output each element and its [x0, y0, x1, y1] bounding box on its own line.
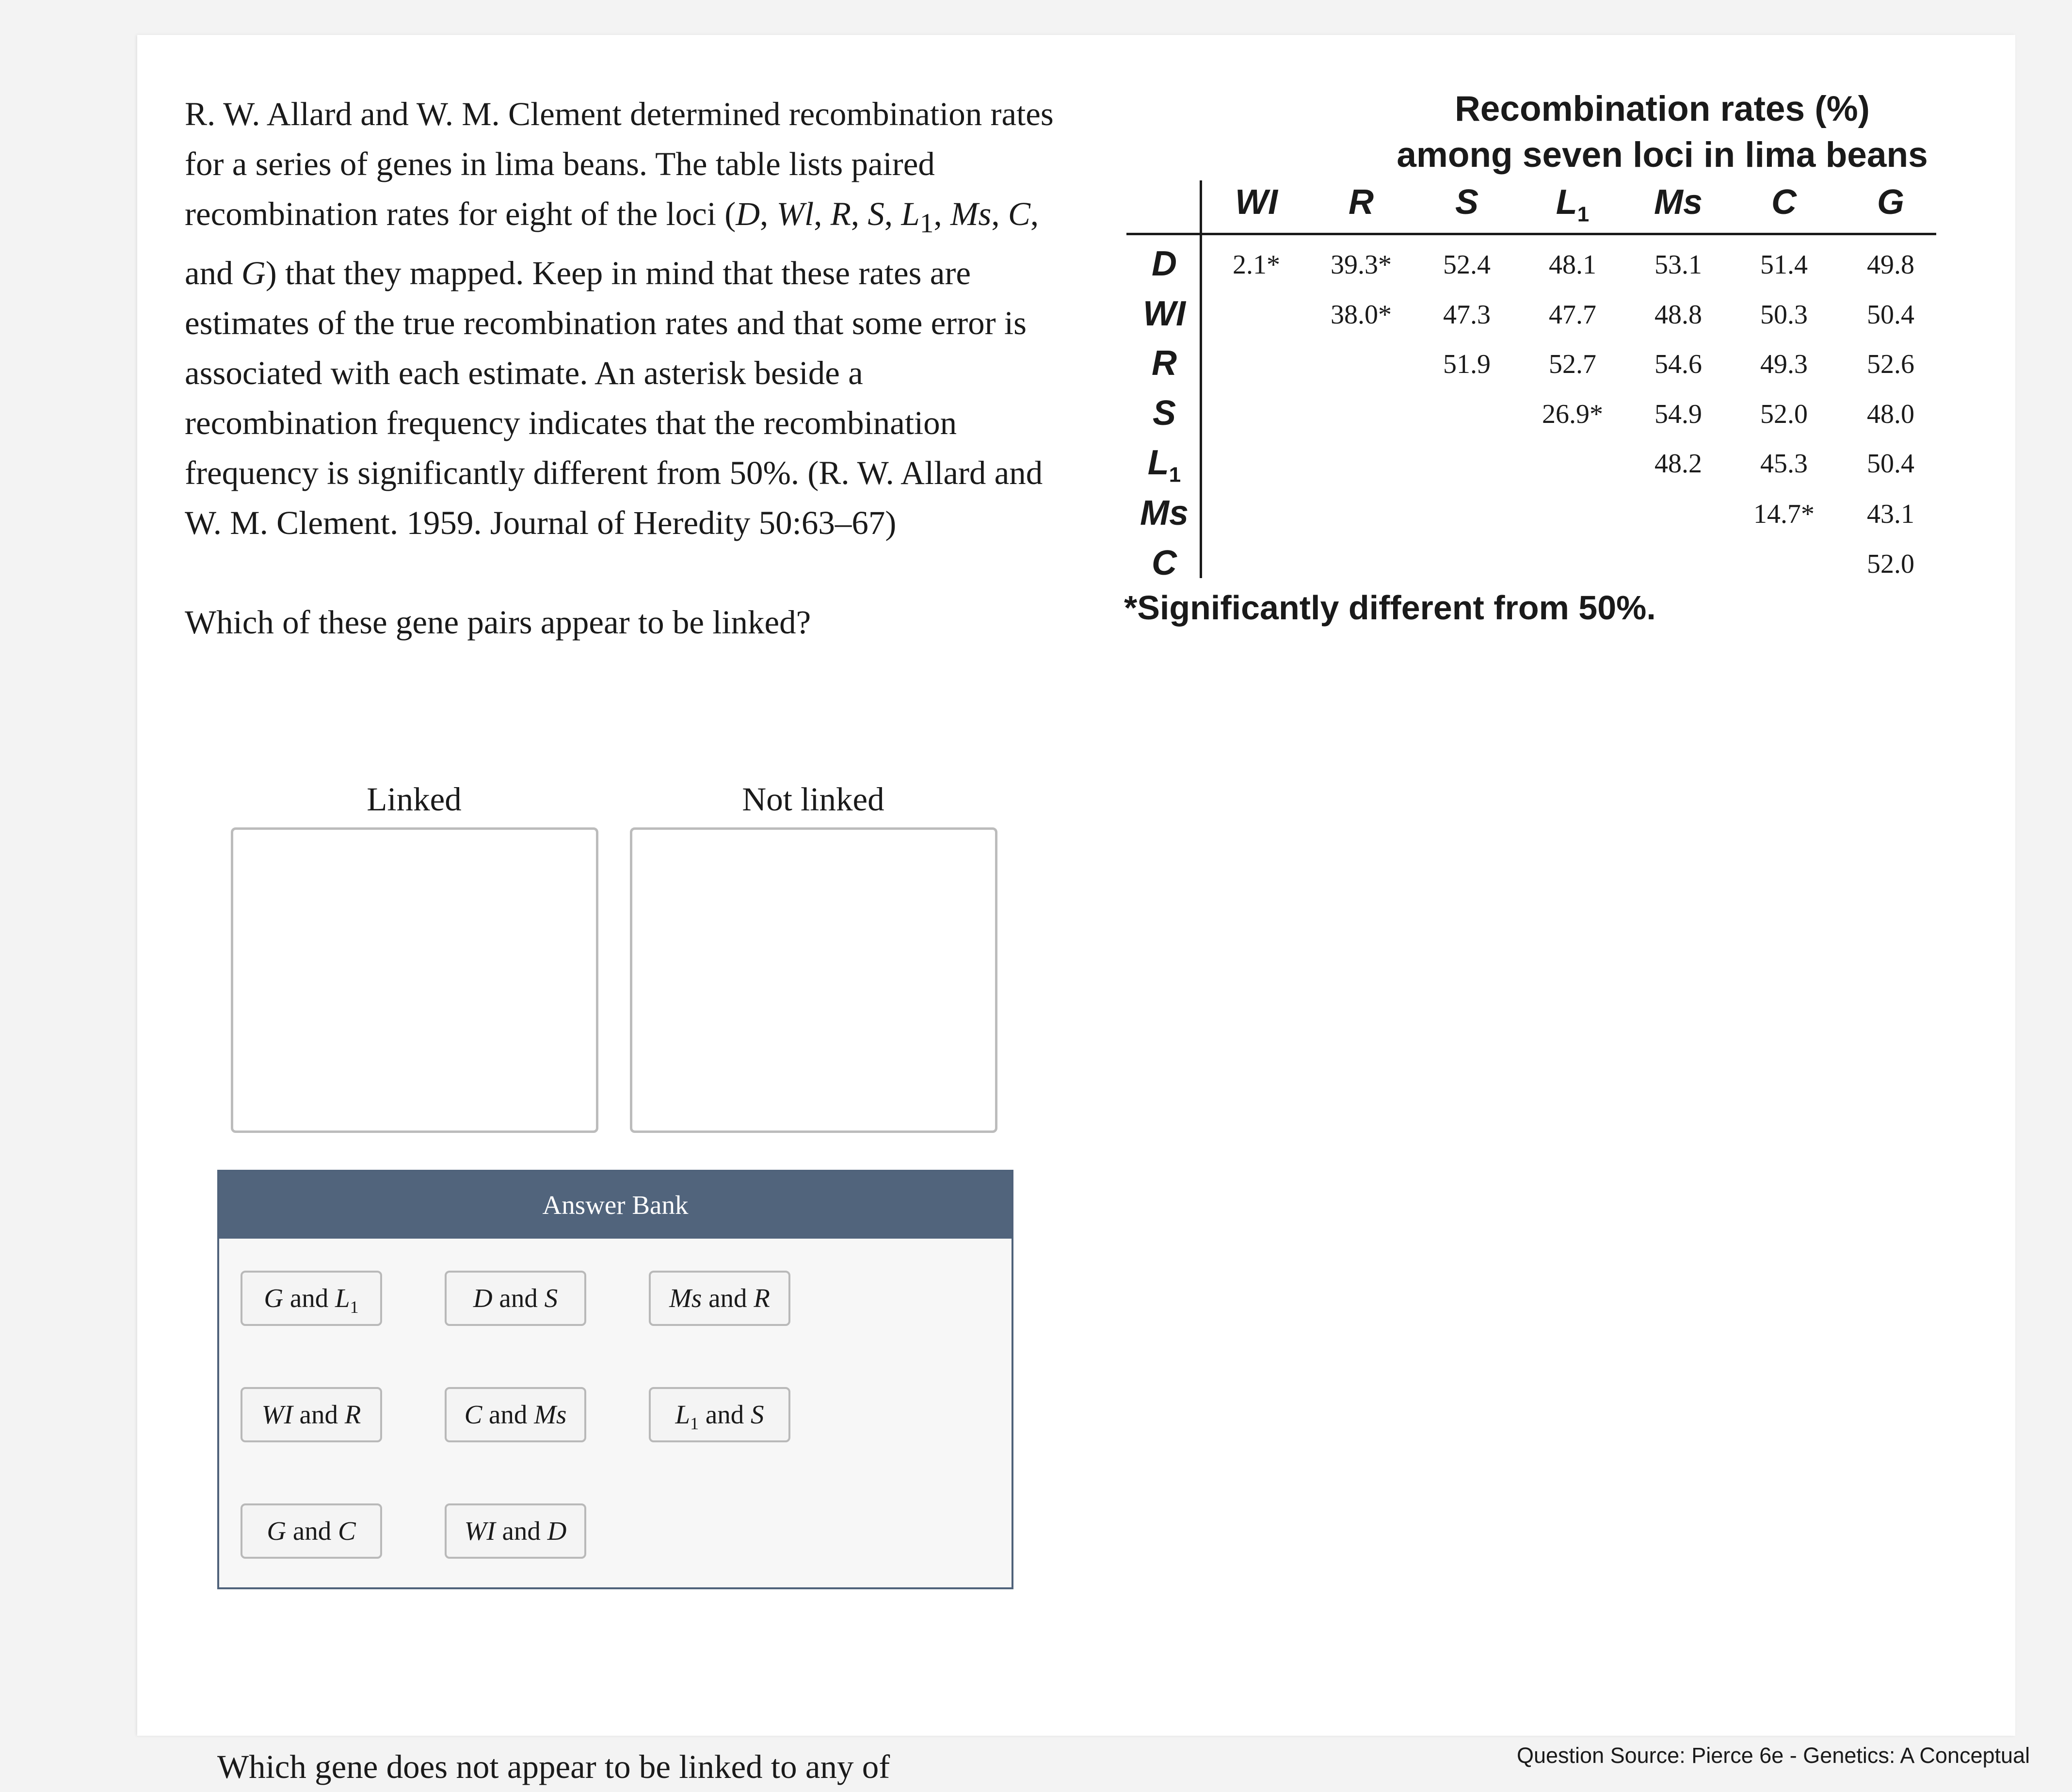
table-cell: 53.1: [1654, 250, 1702, 280]
chip-and: and: [699, 1400, 751, 1429]
row-gene: S: [1152, 394, 1176, 433]
table-column-header: [1771, 183, 1797, 222]
intro-paragraph: R. W. Allard and W. M. Clement determined recombination rates for a series of genes in lima beans. The table lists paired recombination rates for eight of the loci (D, Wl, R, S, $L_1$, Ms, C, and G) that they mapped. Keep in mind that these rates are estimates of the true recombination rates and that some error is associated with each estimate. An asterisk beside a recombination frequency indicates that the recombination frequency is significantly different from 50%. (R. W. Allard and W. M. Clement. 1959. Journal of Heredity 50:63–67): [185, 96, 1054, 541]
locus-separator: ,: [760, 195, 777, 232]
locus-name: Wl: [776, 195, 814, 232]
linked-drop-zone[interactable]: [231, 827, 598, 1133]
table-cell: 39.3*: [1331, 250, 1392, 280]
table-row-header-rule: [1200, 180, 1202, 578]
table-cell: 54.9: [1654, 399, 1702, 429]
row-gene-subscript: 1: [1169, 463, 1181, 487]
table-row-header: [1152, 244, 1177, 283]
chip-gene-b: R: [344, 1400, 361, 1429]
column-gene: G: [1877, 183, 1905, 222]
table-row-header: [1152, 544, 1177, 582]
locus-name: D: [736, 195, 760, 232]
table-cell: 47.7: [1549, 300, 1596, 330]
locus-name: L: [901, 195, 920, 232]
table-cell: 38.0*: [1331, 300, 1392, 330]
column-gene: WI: [1235, 183, 1278, 222]
answer-chip[interactable]: [649, 1387, 790, 1442]
linked-bin-label: Linked: [367, 781, 462, 818]
locus-name: R: [830, 195, 851, 232]
chip-gene-b: C: [337, 1516, 356, 1546]
answer-chip[interactable]: [241, 1503, 382, 1559]
chip-and: and: [492, 1283, 545, 1313]
chip-gene-a: G: [267, 1516, 287, 1546]
chip-gene-a: C: [464, 1400, 482, 1429]
column-gene: C: [1771, 183, 1797, 222]
table-cell: 52.0: [1760, 399, 1808, 429]
question-unlinked-gene: Which gene does not appear to be linked to any of: [217, 1748, 890, 1785]
column-gene: R: [1349, 183, 1374, 222]
locus-name: S: [867, 195, 884, 232]
row-gene: R: [1152, 344, 1177, 383]
table-column-header: [1455, 183, 1478, 222]
table-cell: 54.6: [1654, 349, 1702, 379]
answer-chip[interactable]: [445, 1387, 586, 1442]
chip-and: and: [702, 1283, 754, 1313]
table-column-header: [1349, 183, 1374, 222]
table-column-header: [1654, 183, 1703, 222]
table-header-rule: [1126, 233, 1936, 235]
row-gene: D: [1152, 244, 1177, 283]
locus-separator: , and: [185, 195, 1039, 291]
table-cell: 50.3: [1760, 300, 1808, 330]
not-linked-bin-label: Not linked: [742, 781, 884, 818]
not-linked-drop-zone[interactable]: [630, 827, 997, 1133]
table-cell: 14.7*: [1753, 499, 1815, 529]
question-card: [137, 35, 2030, 1785]
table-cell: 26.9*: [1542, 399, 1603, 429]
table-cell: 52.7: [1549, 349, 1596, 379]
table-row-header: [1148, 443, 1181, 494]
answer-chip[interactable]: [241, 1387, 382, 1442]
chip-gene-b: D: [547, 1516, 567, 1546]
chip-gene-b: Ms: [534, 1400, 567, 1429]
column-gene: L: [1556, 183, 1577, 222]
chip-and: and: [482, 1400, 534, 1429]
table-cell: 48.0: [1867, 399, 1914, 429]
table-cell: 2.1*: [1233, 250, 1280, 280]
table-cell: 50.4: [1867, 449, 1914, 479]
locus-separator: ,: [884, 195, 901, 232]
answer-chip[interactable]: [445, 1503, 586, 1559]
chip-gene-a: WI: [261, 1400, 293, 1429]
row-gene: WI: [1143, 294, 1186, 333]
table-cell: 48.8: [1654, 300, 1702, 330]
column-gene-subscript: 1: [1577, 202, 1590, 226]
table-title-line-2: among seven loci in lima beans: [1397, 135, 1928, 175]
answer-chip[interactable]: [445, 1271, 586, 1326]
chip-gene-b: S: [544, 1283, 558, 1313]
table-cell: 52.6: [1867, 349, 1914, 379]
table-row-header: [1152, 344, 1177, 383]
answer-chip[interactable]: [649, 1271, 790, 1326]
chip-and: and: [286, 1516, 338, 1546]
column-gene: S: [1455, 183, 1479, 222]
locus-name: G: [241, 254, 266, 291]
chip-gene-b: S: [751, 1400, 764, 1429]
table-cell: 52.0: [1867, 549, 1914, 579]
table-column-header: [1877, 183, 1904, 222]
locus-separator: ,: [991, 195, 1008, 232]
row-gene: C: [1152, 544, 1177, 582]
table-row-header: [1143, 294, 1186, 333]
row-gene: L: [1147, 443, 1169, 482]
chip-gene-a: Ms: [669, 1283, 702, 1313]
table-title-line-1: Recombination rates (%): [1455, 89, 1870, 129]
chip-and: and: [283, 1283, 336, 1313]
chip-and: and: [495, 1516, 547, 1546]
table-cell: 45.3: [1760, 449, 1808, 479]
chip-gene-a: L: [675, 1400, 691, 1429]
locus-name: C: [1008, 195, 1030, 232]
table-cell: 43.1: [1867, 499, 1914, 529]
question-linked-pairs: Which of these gene pairs appear to be linked?: [185, 604, 811, 641]
column-gene: Ms: [1654, 183, 1703, 222]
locus-name: Ms: [950, 195, 992, 232]
table-row-header: [1140, 494, 1189, 533]
table-cell: 52.4: [1443, 250, 1491, 280]
locus-separator: ,: [814, 195, 831, 232]
table-cell: 49.3: [1760, 349, 1808, 379]
table-cell: 48.2: [1654, 449, 1702, 479]
locus-separator: ,: [933, 195, 950, 232]
locus-subscript: 1: [919, 208, 934, 239]
chip-gene-a-subscript: 1: [690, 1414, 699, 1433]
table-row-header: [1153, 394, 1176, 433]
table-column-header: [1556, 183, 1589, 234]
chip-gene-a: D: [473, 1283, 493, 1313]
answer-bank-title: Answer Bank: [219, 1172, 1012, 1239]
question-source: Question Source: Pierce 6e - Genetics: A Conceptual: [1517, 1743, 2030, 1768]
table-cell: 47.3: [1443, 300, 1491, 330]
table-cell: 51.4: [1760, 250, 1808, 280]
chip-and: and: [292, 1400, 345, 1429]
answer-chip[interactable]: [241, 1271, 382, 1326]
chip-gene-b: R: [754, 1283, 770, 1313]
table-column-header: [1235, 183, 1278, 222]
answer-bank: [217, 1170, 1013, 1589]
table-cell: 48.1: [1549, 250, 1596, 280]
recombination-table: [137, 35, 2015, 714]
table-footnote: *Significantly different from 50%.: [1124, 589, 1656, 627]
table-cell: 51.9: [1443, 349, 1491, 379]
row-gene: Ms: [1140, 494, 1189, 533]
chip-gene-b-subscript: 1: [350, 1297, 359, 1317]
table-cell: 49.8: [1867, 250, 1914, 280]
chip-gene-a: WI: [464, 1516, 496, 1546]
table-cell: 50.4: [1867, 300, 1914, 330]
chip-gene-a: G: [264, 1283, 284, 1313]
chip-gene-b: L: [335, 1283, 350, 1313]
locus-separator: ,: [851, 195, 868, 232]
